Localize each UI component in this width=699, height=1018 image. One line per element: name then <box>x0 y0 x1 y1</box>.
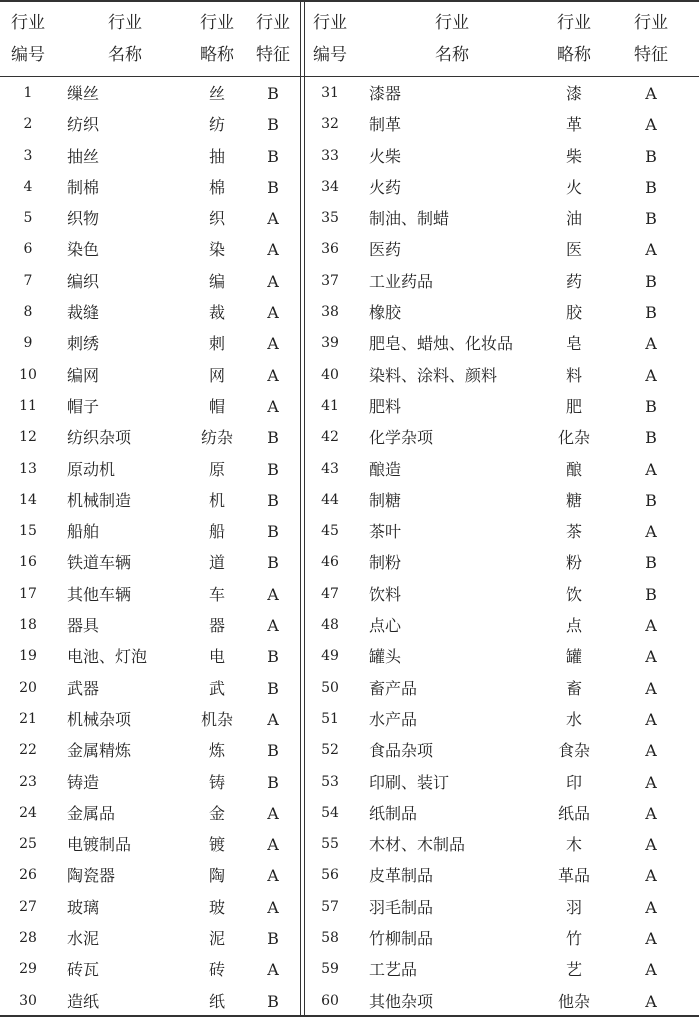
industry-number-cell: 26 <box>19 867 37 884</box>
industry-abbrev-cell: 裁 <box>208 303 225 323</box>
industry-name-cell: 化学杂项 <box>369 428 434 448</box>
industry-name-cell: 食品杂项 <box>369 741 434 761</box>
industry-feature-cell: B <box>645 209 657 229</box>
industry-abbrev-cell: 原 <box>208 459 225 479</box>
industry-abbrev-cell: 网 <box>208 365 225 385</box>
industry-name-cell: 玻璃 <box>67 897 100 917</box>
industry-number-cell: 7 <box>23 272 33 289</box>
industry-number-cell: 47 <box>321 585 339 602</box>
table-row <box>0 78 699 109</box>
industry-name-cell: 橡胶 <box>369 303 402 323</box>
industry-feature-cell: A <box>645 522 657 542</box>
industry-abbrev-cell: 水 <box>565 709 582 729</box>
industry-feature-cell: A <box>645 115 657 135</box>
industry-abbrev-cell: 革品 <box>557 866 590 886</box>
industry-number-cell: 60 <box>321 992 339 1009</box>
industry-name-cell: 电池、灯泡 <box>67 647 148 667</box>
table-row <box>0 986 699 1017</box>
industry-abbrev-cell: 饮 <box>565 584 582 604</box>
industry-abbrev-cell: 竹 <box>565 929 582 949</box>
industry-number-cell: 3 <box>23 147 33 164</box>
industry-name-cell: 医药 <box>369 240 402 260</box>
industry-abbrev-cell: 电 <box>208 647 225 667</box>
industry-abbrev-cell: 料 <box>565 365 582 385</box>
industry-number-cell: 11 <box>19 397 37 414</box>
industry-number-cell: 58 <box>321 930 339 947</box>
industry-abbrev-cell: 食杂 <box>557 741 590 761</box>
industry-name-cell: 船舶 <box>67 522 100 542</box>
industry-name-cell: 水产品 <box>369 709 418 729</box>
industry-number-cell: 12 <box>19 429 37 446</box>
industry-number-cell: 27 <box>19 898 37 915</box>
industry-abbrev-cell: 药 <box>565 271 582 291</box>
industry-name-cell: 造纸 <box>67 991 100 1011</box>
industry-number-cell: 49 <box>321 648 339 665</box>
industry-number-cell: 43 <box>321 460 339 477</box>
industry-feature-cell: A <box>267 396 279 416</box>
industry-feature-cell: A <box>645 84 657 103</box>
industry-number-cell: 55 <box>321 836 339 853</box>
industry-number-cell: 52 <box>321 742 339 759</box>
industry-abbrev-cell: 陶 <box>208 866 225 886</box>
industry-number-cell: 42 <box>321 429 339 446</box>
industry-number-cell: 51 <box>321 710 339 727</box>
industry-feature-cell: A <box>267 584 279 604</box>
table-row <box>0 641 699 672</box>
industry-name-cell: 制棉 <box>67 177 100 197</box>
industry-name-cell: 铁道车辆 <box>67 553 132 573</box>
table-row <box>0 673 699 704</box>
industry-number-cell: 6 <box>23 241 33 258</box>
header-industry-number: 行业 编号 <box>313 13 347 65</box>
industry-feature-cell: A <box>645 991 657 1011</box>
industry-feature-cell: A <box>267 960 279 980</box>
industry-abbrev-cell: 染 <box>208 240 225 260</box>
header-industry-abbrev: 行业 略称 <box>200 13 234 65</box>
industry-feature-cell: B <box>267 991 279 1011</box>
industry-abbrev-cell: 镀 <box>208 835 225 855</box>
industry-feature-cell: B <box>267 741 279 761</box>
industry-abbrev-cell: 火 <box>565 177 582 197</box>
industry-abbrev-cell: 艺 <box>565 960 582 980</box>
industry-number-cell: 31 <box>321 85 339 101</box>
table-row <box>0 954 699 985</box>
industry-name-cell: 水泥 <box>67 929 100 949</box>
industry-name-cell: 编网 <box>67 365 100 385</box>
industry-name-cell: 制糖 <box>369 490 402 510</box>
industry-feature-cell: A <box>267 709 279 729</box>
industry-name-cell: 肥料 <box>369 396 402 416</box>
industry-name-cell: 金属品 <box>67 803 116 823</box>
industry-name-cell: 机械杂项 <box>67 709 132 729</box>
industry-number-cell: 28 <box>19 930 37 947</box>
industry-feature-cell: A <box>645 240 657 260</box>
industry-abbrev-cell: 油 <box>565 209 582 229</box>
industry-abbrev-cell: 砖 <box>208 960 225 980</box>
industry-abbrev-cell: 印 <box>565 772 582 792</box>
table-row <box>0 203 699 234</box>
industry-name-cell: 金属精炼 <box>67 741 132 761</box>
industry-feature-cell: A <box>267 209 279 229</box>
industry-abbrev-cell: 器 <box>208 616 225 636</box>
industry-abbrev-cell: 糖 <box>565 490 582 510</box>
table-row <box>0 547 699 578</box>
industry-feature-cell: B <box>645 553 657 573</box>
table-row <box>0 328 699 359</box>
industry-number-cell: 57 <box>321 898 339 915</box>
industry-name-cell: 制粉 <box>369 553 402 573</box>
industry-name-cell: 木材、木制品 <box>369 835 466 855</box>
industry-name-cell: 火柴 <box>369 146 402 166</box>
industry-number-cell: 13 <box>19 460 37 477</box>
industry-number-cell: 34 <box>321 178 339 195</box>
industry-number-cell: 50 <box>321 679 339 696</box>
industry-name-cell: 砖瓦 <box>67 960 100 980</box>
industry-feature-cell: A <box>267 303 279 323</box>
industry-number-cell: 35 <box>321 210 339 227</box>
industry-feature-cell: B <box>267 428 279 448</box>
industry-name-cell: 羽毛制品 <box>369 897 434 917</box>
industry-number-cell: 20 <box>19 679 37 696</box>
industry-name-cell: 竹柳制品 <box>369 929 434 949</box>
industry-abbrev-cell: 织 <box>208 209 225 229</box>
industry-name-cell: 染色 <box>67 240 100 260</box>
table-row <box>0 360 699 391</box>
industry-abbrev-cell: 炼 <box>208 741 225 761</box>
table-row <box>0 735 699 766</box>
industry-feature-cell: A <box>645 459 657 479</box>
industry-feature-cell: B <box>645 271 657 291</box>
industry-name-cell: 印刷、装订 <box>369 772 450 792</box>
industry-name-cell: 火药 <box>369 177 402 197</box>
industry-number-cell: 21 <box>19 710 37 727</box>
industry-name-cell: 畜产品 <box>369 678 418 698</box>
industry-feature-cell: B <box>267 647 279 667</box>
industry-number-cell: 5 <box>23 210 33 227</box>
industry-abbrev-cell: 抽 <box>208 146 225 166</box>
industry-name-cell: 制油、制蜡 <box>369 209 450 229</box>
industry-feature-cell: A <box>645 835 657 855</box>
industry-feature-cell: B <box>645 396 657 416</box>
industry-abbrev-cell: 丝 <box>208 84 225 103</box>
industry-number-cell: 33 <box>321 147 339 164</box>
industry-name-cell: 原动机 <box>67 459 116 479</box>
table-row <box>0 109 699 140</box>
industry-number-cell: 14 <box>19 491 37 508</box>
header-industry-name: 行业 名称 <box>108 13 142 65</box>
industry-abbrev-cell: 帽 <box>208 396 225 416</box>
industry-abbrev-cell: 车 <box>208 584 225 604</box>
industry-feature-cell: A <box>267 897 279 917</box>
table-row <box>0 141 699 172</box>
industry-number-cell: 19 <box>19 648 37 665</box>
industry-feature-cell: B <box>645 177 657 197</box>
industry-abbrev-cell: 机杂 <box>200 709 233 729</box>
industry-feature-cell: A <box>645 616 657 636</box>
industry-feature-cell: A <box>267 271 279 291</box>
industry-name-cell: 陶瓷器 <box>67 866 116 886</box>
industry-abbrev-cell: 木 <box>565 835 582 855</box>
industry-feature-cell: B <box>267 522 279 542</box>
table-row <box>0 704 699 735</box>
header-rule <box>0 76 699 77</box>
industry-name-cell: 抽丝 <box>67 146 100 166</box>
table-row <box>0 454 699 485</box>
industry-name-cell: 刺绣 <box>67 334 100 354</box>
industry-number-cell: 53 <box>321 773 339 790</box>
header-industry-number: 行业 编号 <box>11 13 45 65</box>
industry-abbrev-cell: 金 <box>208 803 225 823</box>
industry-feature-cell: B <box>267 177 279 197</box>
table-row <box>0 266 699 297</box>
industry-feature-cell: B <box>267 772 279 792</box>
industry-feature-cell: A <box>267 835 279 855</box>
table-row <box>0 297 699 328</box>
table-row <box>0 172 699 203</box>
industry-number-cell: 1 <box>23 85 33 101</box>
industry-name-cell: 纸制品 <box>369 803 418 823</box>
industry-abbrev-cell: 胶 <box>565 303 582 323</box>
industry-feature-cell: B <box>267 459 279 479</box>
industry-abbrev-cell: 泥 <box>208 929 225 949</box>
table-row <box>0 860 699 891</box>
industry-name-cell: 帽子 <box>67 396 100 416</box>
header-industry-name: 行业 名称 <box>435 13 469 65</box>
industry-number-cell: 18 <box>19 617 37 634</box>
table-row <box>0 829 699 860</box>
industry-abbrev-cell: 畜 <box>565 678 582 698</box>
industry-feature-cell: A <box>645 647 657 667</box>
industry-number-cell: 36 <box>321 241 339 258</box>
industry-abbrev-cell: 纺杂 <box>200 428 233 448</box>
industry-feature-cell: A <box>645 772 657 792</box>
industry-number-cell: 54 <box>321 804 339 821</box>
industry-abbrev-cell: 棉 <box>208 177 225 197</box>
industry-name-cell: 其他车辆 <box>67 584 132 604</box>
table-row <box>0 391 699 422</box>
industry-abbrev-cell: 船 <box>208 522 225 542</box>
industry-feature-cell: A <box>267 334 279 354</box>
industry-number-cell: 4 <box>23 178 33 195</box>
industry-feature-cell: A <box>645 334 657 354</box>
industry-feature-cell: A <box>645 709 657 729</box>
table-row <box>0 234 699 265</box>
industry-feature-cell: A <box>267 365 279 385</box>
industry-name-cell: 电镀制品 <box>67 835 132 855</box>
industry-feature-cell: A <box>645 929 657 949</box>
industry-abbrev-cell: 他杂 <box>557 991 590 1011</box>
industry-number-cell: 46 <box>321 554 339 571</box>
industry-abbrev-cell: 编 <box>208 271 225 291</box>
industry-feature-cell: A <box>645 741 657 761</box>
industry-number-cell: 23 <box>19 773 37 790</box>
industry-name-cell: 皮革制品 <box>369 866 434 886</box>
industry-name-cell: 罐头 <box>369 647 402 667</box>
industry-name-cell: 机械制造 <box>67 490 132 510</box>
industry-name-cell: 肥皂、蜡烛、化妆品 <box>369 334 514 354</box>
industry-feature-cell: B <box>267 490 279 510</box>
industry-feature-cell: B <box>267 84 279 103</box>
industry-abbrev-cell: 医 <box>565 240 582 260</box>
industry-feature-cell: A <box>645 897 657 917</box>
industry-number-cell: 40 <box>321 366 339 383</box>
industry-abbrev-cell: 化杂 <box>557 428 590 448</box>
industry-abbrev-cell: 机 <box>208 490 225 510</box>
industry-abbrev-cell: 铸 <box>208 772 225 792</box>
industry-number-cell: 24 <box>19 804 37 821</box>
industry-feature-cell: A <box>645 678 657 698</box>
industry-feature-cell: A <box>645 960 657 980</box>
industry-name-cell: 编织 <box>67 271 100 291</box>
header-industry-feature: 行业 特征 <box>256 13 290 65</box>
industry-name-cell: 饮料 <box>369 584 402 604</box>
table-row <box>0 485 699 516</box>
industry-number-cell: 32 <box>321 116 339 133</box>
industry-abbrev-cell: 粉 <box>565 553 582 573</box>
industry-abbrev-cell: 羽 <box>565 897 582 917</box>
industry-number-cell: 16 <box>19 554 37 571</box>
industry-name-cell: 茶叶 <box>369 522 402 542</box>
industry-feature-cell: B <box>267 929 279 949</box>
industry-feature-cell: B <box>645 146 657 166</box>
industry-name-cell: 点心 <box>369 616 402 636</box>
industry-name-cell: 工艺品 <box>369 960 418 980</box>
table-row <box>0 892 699 923</box>
industry-number-cell: 56 <box>321 867 339 884</box>
industry-number-cell: 17 <box>19 585 37 602</box>
industry-abbrev-cell: 道 <box>208 553 225 573</box>
industry-number-cell: 30 <box>19 992 37 1009</box>
industry-abbrev-cell: 酿 <box>565 459 582 479</box>
industry-name-cell: 制革 <box>369 115 402 135</box>
industry-abbrev-cell: 肥 <box>565 396 582 416</box>
table-row <box>0 422 699 453</box>
industry-abbrev-cell: 刺 <box>208 334 225 354</box>
industry-feature-cell: A <box>267 866 279 886</box>
industry-number-cell: 10 <box>19 366 37 383</box>
table-row <box>0 516 699 547</box>
industry-abbrev-cell: 点 <box>565 616 582 636</box>
industry-number-cell: 41 <box>321 397 339 414</box>
header-industry-abbrev: 行业 略称 <box>557 13 591 65</box>
industry-feature-cell: B <box>645 584 657 604</box>
industry-name-cell: 酿造 <box>369 459 402 479</box>
table-row <box>0 610 699 641</box>
industry-feature-cell: A <box>267 803 279 823</box>
industry-name-cell: 武器 <box>67 678 100 698</box>
industry-number-cell: 48 <box>321 617 339 634</box>
industry-abbrev-cell: 皂 <box>565 334 582 354</box>
industry-name-cell: 器具 <box>67 616 100 636</box>
industry-number-cell: 22 <box>19 742 37 759</box>
industry-feature-cell: A <box>267 240 279 260</box>
industry-feature-cell: B <box>645 303 657 323</box>
industry-number-cell: 8 <box>23 304 33 321</box>
industry-number-cell: 29 <box>19 961 37 978</box>
industry-number-cell: 39 <box>321 335 339 352</box>
industry-name-cell: 铸造 <box>67 772 100 792</box>
industry-name-cell: 染料、涂料、颜料 <box>369 365 498 385</box>
industry-abbrev-cell: 纸 <box>208 991 225 1011</box>
industry-feature-cell: B <box>645 428 657 448</box>
industry-name-cell: 织物 <box>67 209 100 229</box>
header-industry-feature: 行业 特征 <box>634 13 668 65</box>
industry-name-cell: 纺织杂项 <box>67 428 132 448</box>
industry-name-cell: 工业药品 <box>369 271 434 291</box>
industry-name-cell: 其他杂项 <box>369 991 434 1011</box>
industry-number-cell: 44 <box>321 491 339 508</box>
industry-abbrev-cell: 纺 <box>208 115 225 135</box>
industry-feature-cell: A <box>645 866 657 886</box>
industry-abbrev-cell: 柴 <box>565 146 582 166</box>
industry-number-cell: 59 <box>321 961 339 978</box>
industry-name-cell: 纺织 <box>67 115 100 135</box>
industry-name-cell: 缫丝 <box>67 84 100 103</box>
industry-feature-cell: A <box>645 365 657 385</box>
industry-number-cell: 25 <box>19 836 37 853</box>
industry-number-cell: 37 <box>321 272 339 289</box>
industry-feature-cell: B <box>645 490 657 510</box>
industry-abbrev-cell: 茶 <box>565 522 582 542</box>
industry-number-cell: 45 <box>321 523 339 540</box>
table-row <box>0 923 699 954</box>
industry-abbrev-cell: 玻 <box>208 897 225 917</box>
industry-name-cell: 裁缝 <box>67 303 100 323</box>
industry-feature-cell: B <box>267 553 279 573</box>
industry-feature-cell: A <box>267 616 279 636</box>
industry-abbrev-cell: 武 <box>208 678 225 698</box>
industry-number-cell: 15 <box>19 523 37 540</box>
table-body <box>0 78 699 1017</box>
industry-feature-cell: A <box>645 803 657 823</box>
industry-number-cell: 9 <box>23 335 33 352</box>
industry-feature-cell: B <box>267 146 279 166</box>
industry-number-cell: 38 <box>321 304 339 321</box>
table-row <box>0 767 699 798</box>
industry-abbrev-cell: 革 <box>565 115 582 135</box>
industry-number-cell: 2 <box>23 116 33 133</box>
industry-feature-cell: B <box>267 115 279 135</box>
table-row <box>0 798 699 829</box>
industry-abbrev-cell: 罐 <box>565 647 582 667</box>
industry-abbrev-cell: 漆 <box>565 84 582 103</box>
table-row <box>0 579 699 610</box>
industry-abbrev-cell: 纸品 <box>557 803 590 823</box>
industry-feature-cell: B <box>267 678 279 698</box>
industry-name-cell: 漆器 <box>369 84 402 103</box>
